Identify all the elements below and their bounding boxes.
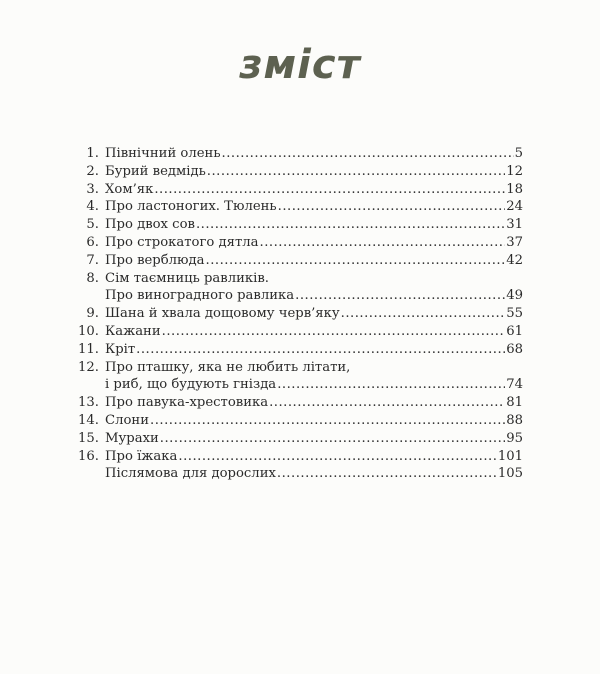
entry-number: 12. xyxy=(78,359,99,375)
page-number: 12 xyxy=(506,163,523,179)
page-number: 81 xyxy=(506,395,523,411)
dot-leader xyxy=(222,145,514,163)
toc-entry xyxy=(72,412,523,430)
page-number: 101 xyxy=(497,448,523,464)
entry-number: 5. xyxy=(86,217,99,233)
entry-title: Північний олень xyxy=(105,146,221,161)
toc-entry xyxy=(72,163,523,181)
entry-number: 1. xyxy=(86,146,99,161)
entry-title: Післямова для дорослих xyxy=(105,466,276,482)
toc-entry xyxy=(72,145,523,163)
dot-leader xyxy=(260,234,506,252)
entry-title: Сім таємниць равликів. xyxy=(105,270,269,286)
entry-title: Кажани xyxy=(105,323,161,339)
page-number: 49 xyxy=(506,288,523,304)
dot-leader xyxy=(278,198,506,216)
page-number: 18 xyxy=(506,181,523,197)
entry-title: Кріт xyxy=(105,341,136,357)
toc-entry xyxy=(72,181,523,199)
dot-leader xyxy=(162,323,506,341)
toc-entry xyxy=(72,430,523,448)
dot-leader xyxy=(136,341,505,359)
dot-leader xyxy=(277,376,505,394)
page-number: 68 xyxy=(506,341,523,357)
dot-leader xyxy=(207,163,505,181)
toc-entry xyxy=(72,465,523,483)
page-number: 5 xyxy=(514,146,523,161)
dot-leader xyxy=(341,305,506,323)
toc-entry xyxy=(72,359,523,377)
entry-number: 9. xyxy=(86,306,99,322)
page-number: 31 xyxy=(506,217,523,233)
page-title: зміст xyxy=(239,42,361,88)
dot-leader xyxy=(196,216,505,234)
page-number: 55 xyxy=(506,306,523,322)
entry-number: 13. xyxy=(78,395,99,411)
entry-title: Про виноградного равлика xyxy=(105,288,295,304)
dot-leader xyxy=(160,430,505,448)
toc-entry xyxy=(72,216,523,234)
entry-title: Шана й хвала дощовому черв’яку xyxy=(105,306,340,322)
dot-leader xyxy=(277,465,497,483)
page-number: 61 xyxy=(506,323,523,339)
dot-leader xyxy=(295,287,505,305)
entry-title: Про ластоногих. Тюлень xyxy=(105,199,277,215)
entry-title: Про павука-хрестовика xyxy=(105,395,269,411)
dot-leader xyxy=(150,412,505,430)
table-of-contents xyxy=(72,145,523,483)
toc-entry xyxy=(72,198,523,216)
entry-title: Про їжака xyxy=(105,448,178,464)
entry-title: Про строкатого дятла xyxy=(105,234,259,250)
dot-leader xyxy=(178,448,496,466)
page-number: 74 xyxy=(506,377,523,393)
dot-leader xyxy=(269,394,505,412)
entry-title: Слони xyxy=(105,412,149,428)
entry-number: 7. xyxy=(86,252,99,268)
entry-title: Бурий ведмідь xyxy=(105,163,206,179)
entry-number: 6. xyxy=(86,234,99,250)
dot-leader xyxy=(154,181,505,199)
toc-entry xyxy=(72,287,523,305)
page-number: 88 xyxy=(506,412,523,428)
page-number: 95 xyxy=(506,430,523,446)
entry-number: 3. xyxy=(86,181,99,197)
toc-entry xyxy=(72,234,523,252)
entry-title: Мурахи xyxy=(105,430,159,446)
entry-title: Про верблюда xyxy=(105,252,205,268)
toc-entry xyxy=(72,270,523,288)
page-number: 105 xyxy=(497,466,523,482)
entry-title: Хом’як xyxy=(105,181,154,197)
toc-entry xyxy=(72,448,523,466)
dot-leader xyxy=(206,252,506,270)
entry-number: 11. xyxy=(78,341,99,357)
entry-title: і риб, що будують гнізда xyxy=(105,377,277,393)
toc-entry xyxy=(72,252,523,270)
entry-number: 4. xyxy=(86,199,99,215)
entry-number: 14. xyxy=(78,412,99,428)
toc-entry xyxy=(72,394,523,412)
entry-title: Про двох сов xyxy=(105,217,195,233)
entry-number: 10. xyxy=(78,323,99,339)
entry-number: 16. xyxy=(78,448,99,464)
toc-entry xyxy=(72,341,523,359)
page-number: 42 xyxy=(506,252,523,268)
toc-entry xyxy=(72,323,523,341)
entry-number: 15. xyxy=(78,430,99,446)
entry-number: 2. xyxy=(86,163,99,179)
page-number: 24 xyxy=(506,199,523,215)
entry-number: 8. xyxy=(86,270,99,286)
entry-title: Про пташку, яка не любить літати, xyxy=(105,359,351,375)
toc-entry xyxy=(72,376,523,394)
page-number: 37 xyxy=(506,234,523,250)
toc-entry xyxy=(72,305,523,323)
